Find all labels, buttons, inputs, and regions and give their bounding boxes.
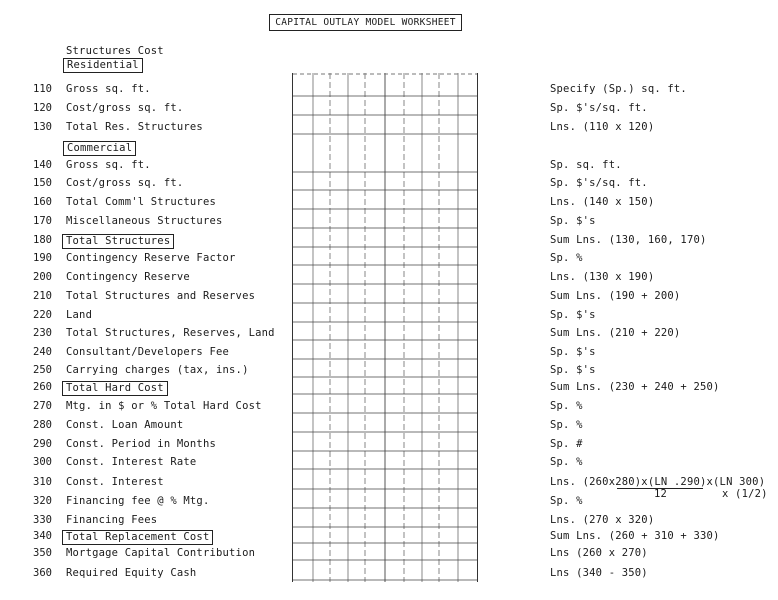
line-formula: Sum Lns. (190 + 200) [550,290,681,302]
line-label: Total Replacement Cost [62,530,213,545]
line-number: 220 [33,309,52,321]
line-formula: Sum Lns. (260 + 310 + 330) [550,530,720,542]
line-formula: Lns (260 x 270) [550,547,648,559]
line-formula: Lns. (140 x 150) [550,196,655,208]
line-formula: Specify (Sp.) sq. ft. [550,83,687,95]
line-label: Gross sq. ft. [66,83,151,95]
line-formula: Sp. # [550,438,583,450]
line-label: Consultant/Developers Fee [66,346,230,358]
line-formula: Sp. $'s [550,364,596,376]
line-formula: Lns. (260x280)x(LN .290)x(LN 300) [550,476,766,488]
line-number: 180 [33,234,52,246]
line-label: Mortgage Capital Contribution [66,547,256,559]
line-formula: Sp. $'s [550,346,596,358]
line-number: 110 [33,83,52,95]
line-label: Total Structures [62,234,174,249]
line-label: Const. Interest [66,476,164,488]
line-formula: Lns (340 - 350) [550,567,648,579]
line-label: Land [66,309,93,321]
line-number: 120 [33,102,52,114]
line-formula: Sp. $'s [550,309,596,321]
line-number: 310 [33,476,52,488]
line-number: 210 [33,290,52,302]
line-formula: Sp. $'s [550,215,596,227]
line-label: Total Comm'l Structures [66,196,216,208]
worksheet-title: CAPITAL OUTLAY MODEL WORKSHEET [269,14,462,31]
formula-310-denominator: 12 [654,488,668,500]
line-number: 160 [33,196,52,208]
line-number: 190 [33,252,52,264]
line-formula: Sp. % [550,400,583,412]
line-formula: Sp. % [550,495,583,507]
line-number: 230 [33,327,52,339]
line-number: 260 [33,381,52,393]
line-label: Contingency Reserve Factor [66,252,236,264]
line-label: Total Res. Structures [66,121,203,133]
worksheet-grid [292,73,478,582]
line-number: 140 [33,159,52,171]
line-label: Financing fee @ % Mtg. [66,495,210,507]
line-formula: Sp. % [550,252,583,264]
fraction-bar [617,488,703,489]
line-label: Mtg. in $ or % Total Hard Cost [66,400,262,412]
line-number: 290 [33,438,52,450]
line-label: Gross sq. ft. [66,159,151,171]
section-structures-cost: Structures Cost [66,45,164,57]
line-label: Required Equity Cash [66,567,197,579]
line-number: 170 [33,215,52,227]
line-number: 130 [33,121,52,133]
line-number: 270 [33,400,52,412]
line-number: 340 [33,530,52,542]
line-formula: Lns. (110 x 120) [550,121,655,133]
line-label: Financing Fees [66,514,158,526]
line-formula: Sum Lns. (210 + 220) [550,327,681,339]
line-label: Const. Loan Amount [66,419,184,431]
line-formula: Sum Lns. (130, 160, 170) [550,234,707,246]
line-label: Total Hard Cost [62,381,168,396]
line-number: 330 [33,514,52,526]
line-label: Cost/gross sq. ft. [66,177,184,189]
formula-310-extra: x (1/2) [722,488,768,500]
line-formula: Sum Lns. (230 + 240 + 250) [550,381,720,393]
section-commercial: Commercial [63,141,136,156]
line-number: 300 [33,456,52,468]
line-number: 350 [33,547,52,559]
line-number: 240 [33,346,52,358]
line-formula: Sp. % [550,419,583,431]
section-residential: Residential [63,58,143,73]
line-formula: Lns. (270 x 320) [550,514,655,526]
line-label: Miscellaneous Structures [66,215,223,227]
line-number: 150 [33,177,52,189]
line-label: Const. Interest Rate [66,456,197,468]
line-label: Const. Period in Months [66,438,216,450]
line-number: 280 [33,419,52,431]
line-number: 250 [33,364,52,376]
line-label: Total Structures and Reserves [66,290,256,302]
line-formula: Sp. % [550,456,583,468]
line-number: 320 [33,495,52,507]
line-formula: Sp. $'s/sq. ft. [550,177,648,189]
line-number: 200 [33,271,52,283]
line-label: Total Structures, Reserves, Land [66,327,275,339]
grid-lines [293,73,477,582]
line-label: Contingency Reserve [66,271,190,283]
line-label: Cost/gross sq. ft. [66,102,184,114]
line-number: 360 [33,567,52,579]
line-label: Carrying charges (tax, ins.) [66,364,249,376]
line-formula: Sp. sq. ft. [550,159,622,171]
line-formula: Sp. $'s/sq. ft. [550,102,648,114]
line-formula: Lns. (130 x 190) [550,271,655,283]
